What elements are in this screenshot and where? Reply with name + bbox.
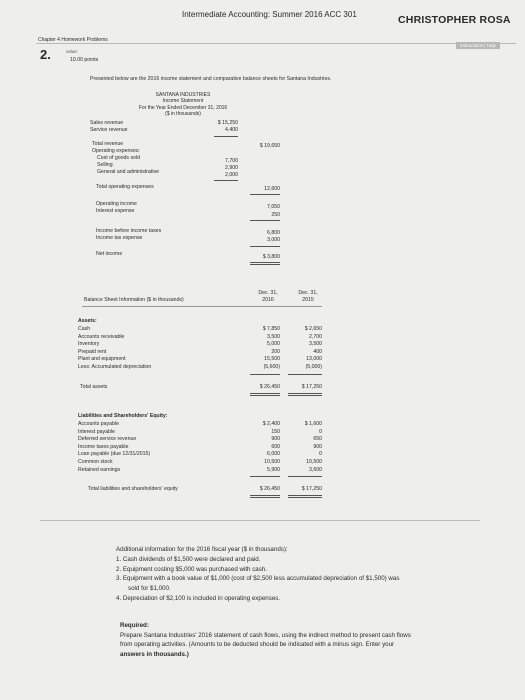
bs-rule	[288, 476, 322, 477]
is-rule	[214, 136, 238, 137]
bs-asset-label: Less: Accumulated depreciation	[78, 363, 152, 370]
is-units: ($ in thousands)	[165, 110, 201, 117]
is-value-income-before-tax: 6,800	[267, 230, 280, 236]
bs-total-liab-2016: $ 26,450	[259, 486, 280, 492]
question-value-label: value:	[66, 49, 79, 54]
bs-asset-2016: $ 7,850	[262, 326, 280, 332]
bs-liab-2015: 650	[313, 436, 322, 443]
bs-liab-2015: 900	[313, 443, 322, 450]
bs-asset-2015: (5,000)	[305, 363, 322, 370]
is-label-gen-admin: General and administrative	[97, 169, 159, 175]
is-value-cogs: 7,700	[225, 158, 238, 164]
bs-asset-2015: $ 2,650	[304, 326, 322, 332]
table-row	[78, 356, 328, 364]
is-rule	[214, 180, 238, 181]
bs-asset-label: Plant and equipment	[78, 356, 126, 363]
is-rule	[250, 194, 280, 195]
bs-asset-label: Cash	[78, 326, 91, 332]
required-section	[120, 621, 500, 659]
bs-liab-label: Deferred service revenue	[78, 436, 137, 443]
bs-asset-label: Inventory	[78, 341, 100, 348]
bs-asset-2015: 13,000	[306, 356, 322, 363]
bs-col-2016-year: 2016	[262, 297, 274, 303]
bs-double-rule	[288, 495, 322, 498]
is-label-income-before-tax: Income before income taxes	[96, 228, 162, 234]
income-statement-header	[108, 92, 258, 117]
instructions-help-button[interactable]: Instructions | Help	[456, 42, 500, 49]
chapter-title: Chapter 4 Homework Problems	[38, 37, 108, 43]
bs-liab-2015: 3,600	[309, 466, 322, 473]
table-row	[78, 444, 328, 452]
additional-item: 2. Equipment costing $5,000 was purchased with cash.	[116, 565, 267, 573]
is-value-total-opex: 12,600	[264, 186, 280, 192]
bs-asset-label: Prepaid rent	[78, 348, 107, 355]
is-value-sales: $ 15,250	[217, 120, 238, 126]
bs-liab-label: Income taxes payable	[78, 443, 129, 450]
is-label-interest: Interest expense	[96, 208, 135, 214]
additional-heading: Additional information for the 2016 fiscal year ($ in thousands):	[116, 546, 288, 553]
bs-liab-2016: 5,900	[267, 466, 280, 473]
bs-liab-label: Loan payable (due 12/31/2015)	[78, 451, 151, 458]
table-row	[78, 421, 328, 429]
additional-info	[116, 545, 476, 604]
is-label-operating-income: Operating income	[96, 201, 137, 207]
bs-title: Balance Sheet Information ($ in thousands)	[84, 297, 184, 303]
bs-rule	[250, 374, 280, 375]
is-label-total-revenue: Total revenue	[92, 141, 124, 147]
question-prompt: Presented below are the 2016 income statement and comparative balance sheets for Santana Industries.	[90, 76, 332, 82]
is-label-service: Service revenue	[90, 127, 128, 133]
table-row	[78, 349, 328, 357]
bs-liab-heading: Liabilities and Shareholders' Equity:	[78, 413, 168, 419]
bs-liab-2015: 0	[319, 428, 322, 435]
required-heading: Required:	[120, 622, 149, 629]
is-label-sales: Sales revenue	[90, 120, 124, 126]
bs-rule	[250, 476, 280, 477]
bs-total-liab-label: Total liabilities and shareholders' equity	[88, 486, 178, 492]
table-row	[78, 451, 328, 459]
required-line: answers in thousands.)	[120, 650, 189, 658]
required-line: from operating activities. (Amounts to be deducted should be indicated with a minus sign. Enter your	[120, 641, 395, 649]
bs-liab-label: Accounts payable	[78, 421, 119, 427]
additional-item: sold for $1,000.	[128, 585, 171, 593]
is-value-gen-admin: 2,000	[225, 172, 238, 178]
is-period: For the Year Ended December 31, 2016	[138, 104, 228, 111]
student-name: CHRISTOPHER ROSA	[398, 14, 511, 26]
is-value-tax: 3,000	[267, 237, 280, 243]
is-value-interest: 250	[271, 212, 280, 218]
bs-liab-2016: 10,500	[264, 458, 280, 465]
additional-item: 4. Depreciation of $2,100 is included in operating expenses.	[116, 594, 281, 602]
bs-asset-2015: 2,700	[309, 333, 322, 340]
bs-double-rule	[250, 495, 280, 498]
bs-asset-2015: 3,500	[309, 341, 322, 348]
table-row	[78, 334, 328, 342]
bs-rule	[288, 374, 322, 375]
is-label-net-income: Net income	[96, 251, 123, 257]
table-row	[78, 364, 328, 372]
table-row	[78, 341, 328, 349]
bs-asset-2016: 3,500	[267, 333, 280, 340]
bs-header-rule	[82, 306, 322, 307]
bs-liab-label: Retained earnings	[78, 466, 121, 473]
table-row	[78, 436, 328, 444]
bs-asset-2016: 5,000	[267, 341, 280, 348]
additional-item: 3. Equipment with a book value of $1,000 (cost of $2,500 less accumulated depreciation of $1,500) was	[116, 575, 400, 583]
bs-asset-2016: 15,500	[264, 356, 280, 363]
is-rule	[250, 220, 280, 221]
bs-total-assets-2016: $ 26,450	[259, 384, 280, 390]
is-value-net-income: $ 3,800	[262, 254, 280, 260]
bs-assets-heading: Assets:	[78, 318, 97, 324]
table-row	[78, 429, 328, 437]
bs-double-rule	[288, 393, 322, 396]
header-divider	[36, 43, 516, 44]
bs-liab-2016: 150	[271, 428, 280, 435]
bs-liab-2016: $ 2,400	[262, 421, 280, 427]
bs-liab-2015: $ 1,600	[304, 421, 322, 427]
is-value-selling: 2,900	[225, 165, 238, 171]
question-number: 2.	[40, 47, 51, 62]
is-title: Income Statement	[162, 98, 204, 105]
bs-col-2015-year: 2015	[302, 297, 314, 303]
bs-asset-2016: 200	[271, 348, 280, 355]
course-title: Intermediate Accounting: Summer 2016 ACC 301	[182, 10, 357, 19]
section-divider	[40, 520, 480, 521]
is-value-service: 4,400	[225, 127, 238, 133]
is-rule	[250, 246, 280, 247]
additional-item: 1. Cash dividends of $1,500 were declared and paid.	[116, 555, 261, 563]
bs-asset-2016: (5,600)	[263, 363, 280, 370]
bs-double-rule	[250, 393, 280, 396]
bs-liab-2016: 900	[271, 436, 280, 443]
is-label-opex-heading: Operating expenses:	[92, 148, 140, 154]
bs-asset-label: Accounts receivable	[78, 333, 125, 340]
bs-liab-2015: 0	[319, 451, 322, 458]
table-row	[78, 467, 328, 475]
is-label-cogs: Cost of goods sold	[97, 155, 140, 161]
bs-total-assets-2015: $ 17,250	[301, 384, 322, 390]
bs-liab-label: Common stock	[78, 458, 113, 465]
is-double-rule	[250, 262, 280, 265]
is-label-selling: Selling	[97, 162, 113, 168]
bs-col-2015-date: Dec. 31,	[298, 290, 318, 296]
is-label-tax: Income tax expense	[96, 235, 143, 241]
required-line: Prepare Santana Industries' 2016 statement of cash flows, using the indirect method to present cash flows	[120, 631, 411, 639]
table-row	[78, 326, 328, 334]
bs-liab-2015: 10,500	[306, 458, 322, 465]
bs-assets-table	[78, 326, 328, 372]
bs-liab-2016: 6,000	[267, 451, 280, 458]
bs-asset-2015: 400	[313, 348, 322, 355]
question-points: 10.00 points	[70, 57, 99, 63]
table-row	[78, 459, 328, 467]
bs-liab-2016: 600	[271, 443, 280, 450]
is-label-total-opex: Total operating expenses	[96, 184, 154, 190]
bs-total-assets-label: Total assets	[80, 384, 108, 390]
is-company: SANTANA INDUSTRIES	[155, 92, 211, 98]
is-value-total-revenue: $ 19,650	[259, 143, 280, 149]
bs-total-liab-2015: $ 17,250	[301, 486, 322, 492]
bs-liab-table	[78, 421, 328, 474]
bs-liab-label: Interest payable	[78, 428, 115, 435]
bs-col-2016-date: Dec. 31,	[258, 290, 278, 296]
is-value-operating-income: 7,050	[267, 204, 280, 210]
